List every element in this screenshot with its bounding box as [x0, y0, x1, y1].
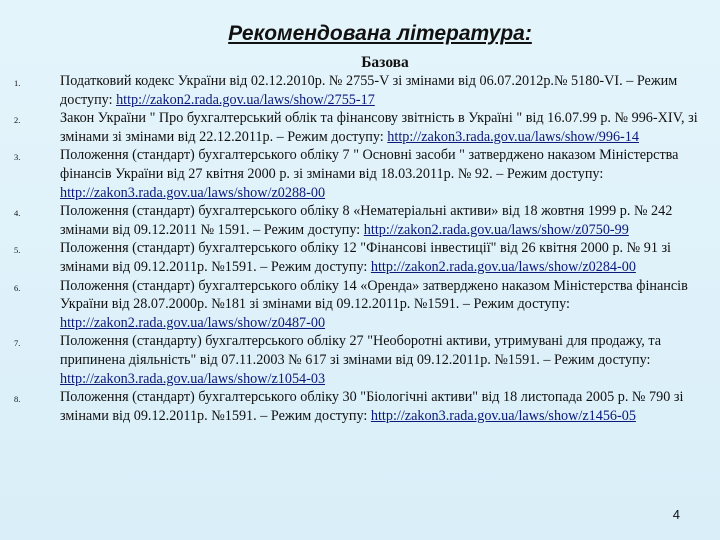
reference-link[interactable]: http://zakon3.rada.gov.ua/laws/show/z0288-00: [60, 184, 326, 201]
reference-link[interactable]: http://zakon2.rada.gov.ua/laws/show/z0750-99: [363, 221, 629, 238]
reference-number: 6.: [14, 282, 21, 293]
reference-item: [0, 202, 720, 239]
reference-number: 8.: [14, 394, 21, 405]
reference-link[interactable]: http://zakon3.rada.gov.ua/laws/show/z1456-05: [370, 407, 636, 424]
slide-title: Рекомендована література:: [228, 22, 532, 45]
reference-link[interactable]: http://zakon2.rada.gov.ua/laws/show/z0487-00: [60, 314, 326, 331]
reference-link[interactable]: http://zakon3.rada.gov.ua/laws/show/996-14: [387, 128, 639, 145]
reference-number: 4.: [14, 208, 21, 219]
reference-number: 7.: [14, 338, 21, 349]
reference-item: [0, 72, 720, 109]
reference-link[interactable]: http://zakon2.rada.gov.ua/laws/show/z0284-00: [370, 258, 636, 275]
reference-text: Положення (стандарт) бухгалтерського обліку 12 "Фінансові інвестиції" від 26 квітня 2000 р. № 91 зі змінами від 09.12.2011р. №1591. – Режим доступу:: [60, 240, 672, 275]
reference-item: [0, 239, 720, 276]
reference-item: [0, 332, 720, 388]
reference-item: [0, 388, 720, 425]
reference-list: [0, 72, 720, 425]
reference-number: 2.: [14, 115, 21, 126]
reference-item: [0, 277, 720, 333]
reference-text: Положення (стандарт) бухгалтерського обліку 30 "Біологічні активи" від 18 листопада 2005 р. № 790 зі змінами від 09.12.2011р. №1591. – Режим доступу:: [60, 389, 684, 424]
reference-text: Закон України " Про бухгалтерський облік та фінансову звітність в Україні " від 16.07.99 р. № 996-XIV, зі змінами зі змінами від 22.12.2011р. – Режим доступу:: [60, 110, 698, 145]
reference-link[interactable]: http://zakon2.rada.gov.ua/laws/show/2755-17: [116, 91, 375, 108]
reference-link[interactable]: http://zakon3.rada.gov.ua/laws/show/z1054-03: [60, 370, 326, 387]
reference-text: Положення (стандарт) бухгалтерського обліку 7 " Основні засоби " затверджено наказом Міністерства фінансів України від 27 квітня 2000 р. зі змінами від 18.03.2011р. № 92. – Режим доступу:: [60, 147, 679, 182]
reference-text: Положення (стандарт) бухгалтерського обліку 8 «Нематеріальні активи» від 18 жовтня 1999 р. № 242 змінами від 09.12.2011 № 1591. – Режим доступу:: [60, 203, 673, 238]
reference-item: [0, 109, 720, 146]
reference-text: Положення (стандарт) бухгалтерського обліку 14 «Оренда» затверджено наказом Міністерства фінансів України від 28.07.2000р. №181 зі змінами від 09.12.2011р. №1591. – Режим доступу:: [60, 277, 688, 313]
reference-text: Положення (стандарту) бухгалтерського обліку 27 "Необоротні активи, утримувані для продажу, та припинена діяльність" від 07.11.2003 № 617 зі змінами від 09.12.2011р. №1591. – Режим доступу:: [60, 333, 662, 368]
reference-text: Податковий кодекс України від 02.12.2010р. № 2755-V зі змінами від 06.07.2012р.№ 5180-VI. – Режим доступу:: [60, 73, 678, 108]
reference-number: 5.: [14, 245, 21, 256]
section-subtitle: Базова: [361, 54, 409, 71]
reference-number: 1.: [14, 78, 21, 88]
page-number: 4: [672, 507, 680, 522]
reference-item: [0, 146, 720, 202]
reference-number: 3.: [14, 152, 21, 163]
